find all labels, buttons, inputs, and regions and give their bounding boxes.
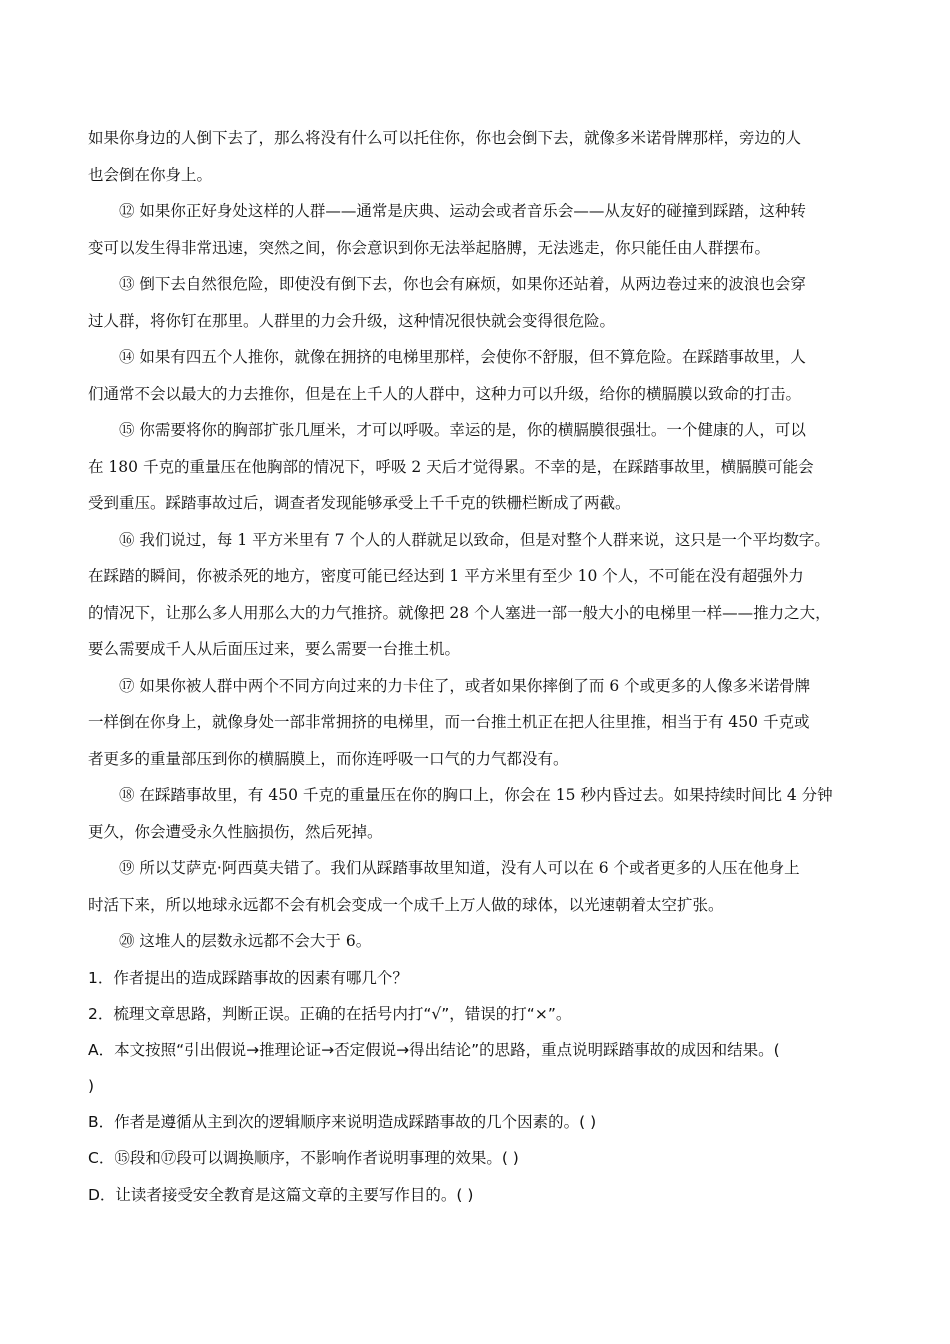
- question-2: 2．梳理文章思路，判断正误。正确的在括号内打“√”，错误的打“×”。: [88, 1004, 572, 1023]
- passage-line: 变可以发生得非常迅速，突然之间，你会意识到你无法举起胳膊，无法逃走，你只能任由人群摆布。: [88, 238, 771, 257]
- question-1: 1．作者提出的造成踩踏事故的因素有哪几个？: [88, 968, 408, 987]
- paragraph-13: ⑬ 倒下去自然很危险，即使没有倒下去，你也会有麻烦，如果你还站着，从两边卷过来的波浪也会穿: [119, 275, 806, 293]
- passage-line: 要么需要成千人从后面压过来，要么需要一台推土机。: [88, 640, 461, 658]
- passage-line: 时活下来，所以地球永远都不会有机会变成一个成千上万人做的球体，以光速朝着太空扩张。: [88, 895, 724, 914]
- option-b: B．作者是遵循从主到次的逻辑顺序来说明造成踩踏事故的几个因素的。( ): [88, 1113, 597, 1132]
- questions: [88, 960, 863, 1213]
- option-a: A．本文按照“引出假说→推理论证→否定假说→得出结论”的思路，重点说明踩踏事故的成因和结果。(: [88, 1040, 780, 1059]
- passage-line: 也会倒在你身上。: [88, 165, 213, 184]
- paragraph-15: ⑮ 你需要将你的胸部扩张几厘米，才可以呼吸。幸运的是，你的横膈膜很强壮。一个健康的人，可以: [119, 421, 806, 439]
- paragraph-14: ⑭ 如果有四五个人推你，就像在拥挤的电梯里那样，会使你不舒服，但不算危险。在踩踏事故里，人: [119, 348, 806, 366]
- paragraph-18: ⑱ 在踩踏事故里，有 450 千克的重量压在你的胸口上，你会在 15 秒内昏过去。如果持续时间比 4 分钟: [119, 786, 833, 804]
- paragraph-12: ⑫ 如果你正好身处这样的人群——通常是庆典、运动会或者音乐会——从友好的碰撞到踩踏，这种转: [119, 202, 806, 220]
- paragraph-20: ⑳ 这堆人的层数永远都不会大于 6。: [119, 932, 372, 950]
- passage-line: 过人群，将你钉在那里。人群里的力会升级，这种情况很快就会变得很危险。: [88, 311, 616, 330]
- passage-line: 更久，你会遭受永久性脑损伤，然后死掉。: [88, 822, 383, 841]
- passage-line: 一样倒在你身上，就像身处一部非常拥挤的电梯里，而一台推土机正在把人往里推，相当于有 450 千克或: [88, 713, 810, 731]
- document-page: [88, 120, 863, 1213]
- passage-line: 们通常不会以最大的力去推你，但是在上千人的人群中，这种力可以升级，给你的横膈膜以致命的打击。: [88, 384, 802, 403]
- passage-line: 如果你身边的人倒下去了，那么将没有什么可以托住你，你也会倒下去，就像多米诺骨牌那样，旁边的人: [88, 129, 802, 147]
- passage-line: 的情况下，让那么多人用那么大的力气推挤。就像把 28 个人塞进一部一般大小的电梯里一样——推力之大，: [88, 603, 831, 622]
- paragraph-16: ⑯ 我们说过，每 1 平方米里有 7 个人的人群就足以致命，但是对整个人群来说，这只是一个平均数字。: [119, 530, 830, 549]
- option-a-continued: ): [88, 1077, 95, 1096]
- option-d: D．让读者接受安全教育是这篇文章的主要写作目的。( ): [88, 1185, 474, 1204]
- passage-line: 在踩踏的瞬间，你被杀死的地方，密度可能已经达到 1 平方米里有至少 10 个人，不可能在没有超强外力: [88, 567, 804, 585]
- option-c: C．⑮段和⑰段可以调换顺序，不影响作者说明事理的效果。( ): [88, 1149, 519, 1168]
- passage-line: 在 180 千克的重量压在他胸部的情况下，呼吸 2 天后才觉得累。不幸的是，在踩踏事故里，横膈膜可能会: [88, 457, 814, 476]
- passage-line: 受到重压。踩踏事故过后，调查者发现能够承受上千千克的铁栅栏断成了两截。: [88, 494, 631, 512]
- paragraph-19: ⑲ 所以艾萨克·阿西莫夫错了。我们从踩踏事故里知道，没有人可以在 6 个或者更多的人压在他身上: [119, 859, 800, 877]
- passage: [88, 120, 863, 960]
- paragraph-17: ⑰ 如果你被人群中两个不同方向过来的力卡住了，或者如果你摔倒了而 6 个或更多的人像多米诺骨牌: [119, 676, 811, 695]
- passage-line: 者更多的重量部压到你的横膈膜上，而你连呼吸一口气的力气都没有。: [88, 749, 569, 768]
